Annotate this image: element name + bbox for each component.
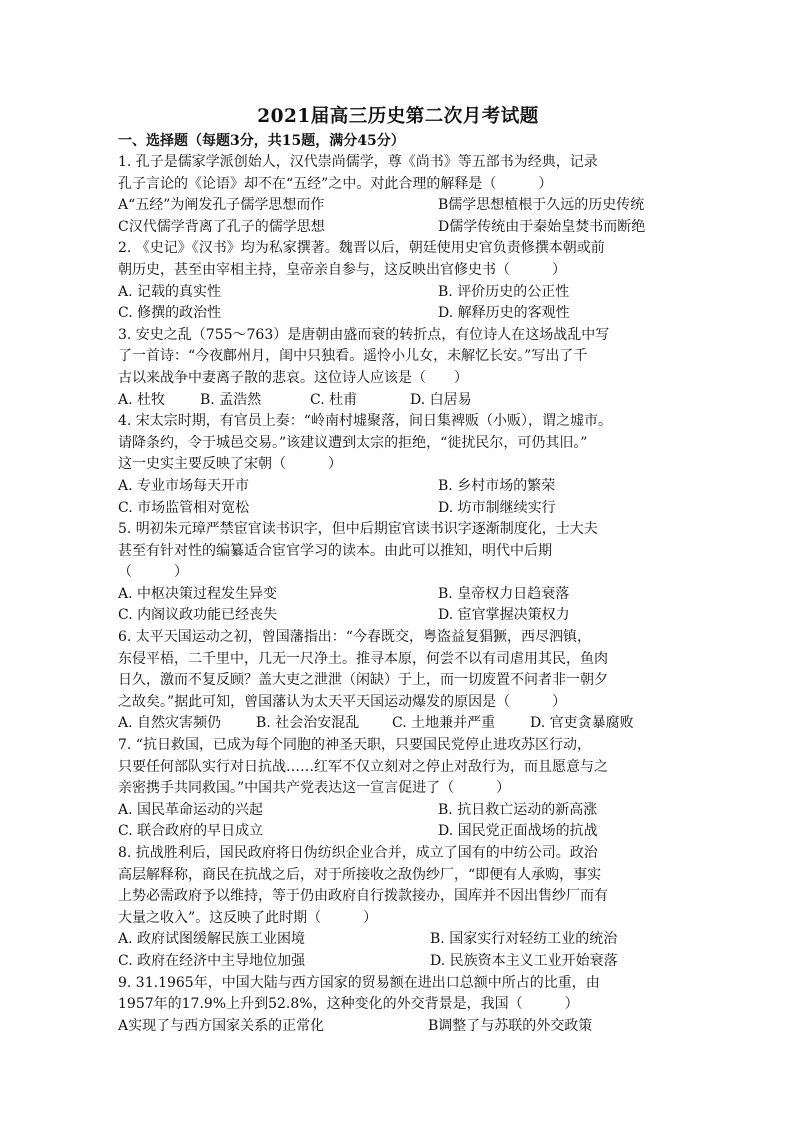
option-a: A“五经”为阐发孔子儒学思想而作 [118, 197, 325, 214]
option-d: D. 白居易 [410, 391, 472, 408]
question-text-line: 大量之收入”。这反映了此时期（ ） [118, 909, 378, 926]
option-b: B. 社会治安混乱 [256, 715, 360, 732]
option-row [118, 303, 678, 325]
question-text-line: 日久，激而不复反顾？盖大吏之泄泄（闲缺）于上，而一切废置不问者非一朝夕 [118, 672, 608, 689]
question-text-line: 甚至有针对性的编纂适合宦官学习的读本。由此可以推知，明代中后期 [118, 542, 552, 559]
question-text-line: 朝历史，甚至由宰相主持，皇帝亲自参与，这反映出官修史书（ ） [118, 261, 566, 278]
question-3 [118, 325, 678, 411]
question-text-line: 高层解释称，商民在抗战之后，对于所接收之敌伪纱厂，“即便有人承购，事实 [118, 866, 602, 883]
option-row [118, 498, 678, 520]
question-text-line: 这一史实主要反映了宋朝（ ） [118, 456, 342, 473]
option-b: B. 抗日救亡运动的新高涨 [438, 801, 598, 818]
section-header: 一、选择题（每题3分，共15题，满分45分） [118, 133, 405, 149]
option-a: A. 国民革命运动的兴起 [118, 801, 264, 818]
question-text-line: 4. 宋太宗时期，有官员上奏：“岭南村墟聚落，间日集裨贩（小贩），谓之墟市。 [118, 413, 612, 430]
option-a: A. 自然灾害频仍 [118, 715, 222, 732]
option-b: B儒学思想植根于久远的历史传统 [438, 197, 645, 214]
option-row [118, 476, 678, 498]
option-row [118, 195, 678, 217]
option-row [118, 821, 678, 843]
question-text-line: 孔子言论的《论语》却不在“五经”之中。对此合理的解释是（ ） [118, 175, 553, 192]
question-text-line: 1957年的17.9%上升到52.8%，这种变化的外交背景是，我国（ ） [118, 996, 579, 1013]
question-text-line: 之故矣。”据此可知，曾国藩认为太天平天国运动爆发的原因是（ ） [118, 693, 567, 710]
option-d: D. 解释历史的客观性 [438, 305, 570, 322]
option-d: D. 官吏贪暴腐败 [530, 715, 634, 732]
question-text-line: 只要任何部队实行对日抗战……红军不仅立刻对之停止对敌行为，而且愿意与之 [118, 758, 608, 775]
question-text-line: 1. 孔子是儒家学派创始人，汉代崇尚儒学，尊《尚书》等五部书为经典，记录 [118, 154, 598, 170]
option-a: A. 专业市场每天开市 [118, 477, 250, 494]
exam-title: 2021届高三历史第二次月考试题 [257, 106, 539, 127]
option-a: A. 中枢决策过程发生异变 [118, 585, 278, 602]
option-row [118, 390, 678, 412]
question-text-line: 了一首诗：“今夜鄜州月，闺中只独看。遥怜小儿女，未解忆长安。”写出了千 [118, 348, 588, 365]
question-9 [118, 973, 678, 1038]
option-b: B. 孟浩然 [200, 391, 262, 408]
question-text-line: 7. “抗日救国，已成为每个同胞的神圣天职，只要国民党停止进攻苏区行动， [118, 737, 591, 754]
option-d: D. 宦官掌握决策权力 [438, 607, 570, 624]
question-text-line: （ ） [118, 564, 188, 581]
option-a: A. 政府试图缓解民族工业困境 [118, 931, 306, 948]
option-row [118, 929, 678, 951]
option-b: B. 乡村市场的繁荣 [438, 477, 556, 494]
option-c: C汉代儒学背离了孔子的儒学思想 [118, 218, 325, 235]
option-d: D. 民族资本主义工业开始衰落 [430, 952, 618, 969]
question-text-line: 9. 31.1965年，中国大陆与西方国家的贸易额在进出口总额中所占的比重，由 [118, 974, 600, 991]
question-text-line: 3. 安史之乱（755～763）是唐朝由盛而衰的转折点，有位诗人在这场战乱中写 [118, 326, 610, 343]
question-text-line: 2. 《史记》《汉书》均为私家撰著。魏晋以后，朝廷使用史官负责修撰本朝或前 [118, 240, 605, 257]
question-1 [118, 152, 678, 238]
option-row [118, 584, 678, 606]
option-b: B. 皇帝权力日趋衰落 [438, 585, 570, 602]
option-row [118, 217, 678, 239]
question-text-line: 5. 明初朱元璋严禁宦官读书识字，但中后期宦官读书识字逐渐制度化，士大夫 [118, 521, 598, 538]
question-5 [118, 519, 678, 627]
option-row [118, 951, 678, 973]
option-c: C. 市场监管相对宽松 [118, 499, 250, 516]
question-text-line: 古以来战争中妻离子散的悲哀。这位诗人应该是（ ） [118, 369, 468, 386]
question-4 [118, 411, 678, 519]
option-c: C. 联合政府的早日成立 [118, 823, 264, 840]
question-6 [118, 627, 678, 735]
option-c: C. 土地兼并严重 [392, 715, 496, 732]
option-b: B调整了与苏联的外交政策 [428, 1017, 593, 1034]
option-c: C. 内阁议政功能已经丧失 [118, 607, 278, 624]
option-a: A实现了与西方国家关系的正常化 [118, 1017, 325, 1034]
question-8 [118, 843, 678, 973]
question-text-line: 8. 抗战胜利后，国民政府将日伪纺织企业合并，成立了国有的中纺公司。政治 [118, 845, 598, 861]
option-d: D. 坊市制继续实行 [438, 499, 556, 516]
question-text-line: 亲密携手共同救国。”中国共产党表达这一宣言促进了（ ） [118, 780, 511, 797]
option-d: D儒学传统由于秦始皇焚书而断绝 [438, 218, 646, 235]
option-row [118, 713, 678, 735]
option-row [118, 282, 678, 304]
option-c: C. 政府在经济中主导地位加强 [118, 952, 306, 969]
question-text-line: 东侵平梧，二千里中，几无一尺净土。推寻本原，何尝不以有司虐用其民，鱼肉 [118, 650, 608, 667]
exam-page [118, 104, 678, 1037]
option-d: D. 国民党正面战场的抗战 [438, 823, 598, 840]
option-b: B. 评价历史的公正性 [438, 283, 570, 300]
question-text-line: 请降条约，令于城邑交易。”该建议遭到太宗的拒绝，“徙扰民尔，可仍其旧。” [118, 434, 588, 451]
option-row [118, 800, 678, 822]
question-text-line: 6. 太平天国运动之初，曾国藩指出：“今春既交，粤盗益复猖獗，西尽泗镇， [118, 629, 591, 646]
option-c: C. 杜甫 [310, 391, 358, 408]
option-a: A. 杜牧 [118, 391, 166, 408]
option-row [118, 1016, 678, 1038]
option-a: A. 记载的真实性 [118, 283, 222, 300]
question-text-line: 上势必需政府予以维持，等于仍由政府自行拨款接办，国库并不因出售纱厂而有 [118, 888, 608, 905]
question-7 [118, 735, 678, 843]
option-c: C. 修撰的政治性 [118, 305, 222, 322]
question-2 [118, 238, 678, 324]
option-row [118, 605, 678, 627]
option-b: B. 国家实行对轻纺工业的统治 [430, 931, 618, 948]
